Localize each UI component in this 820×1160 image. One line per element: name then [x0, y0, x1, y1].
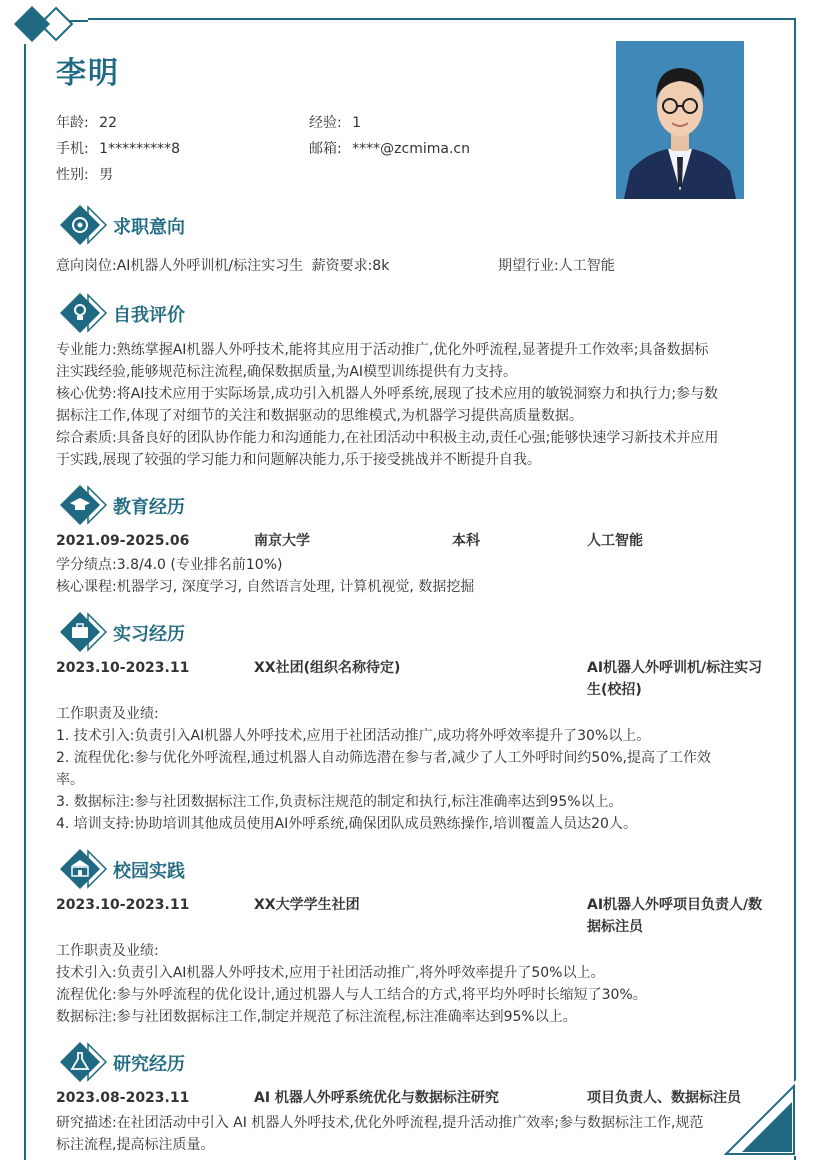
campus-line: 流程优化:参与外呼流程的优化设计,通过机器人与人工结合的方式,将平均外呼时长缩短了30%。: [56, 987, 647, 1003]
self-eval-line: 据标注工作,体现了对细节的关注和数据驱动的思维模式,为机器学习提供高质量数据。: [56, 408, 583, 424]
gender-value: 男: [99, 167, 114, 183]
self-eval-line: 核心优势:将AI技术应用于实际场景,成功引入机器人外呼系统,展现了技术应用的敏锐洞察力和执行力;参与数: [56, 386, 719, 402]
intent-position: 意向岗位:AI机器人外呼训机/标注实习生: [56, 258, 304, 274]
self-eval-text: [56, 339, 768, 471]
internship-line: 3. 数据标注:参与社团数据标注工作,负责标注规范的制定和执行,标注准确率达到95%以上。: [56, 794, 623, 810]
phone-value: 1*********8: [99, 141, 180, 157]
profile-photo: [616, 41, 744, 199]
email-label: 邮箱:: [309, 141, 342, 157]
section-title-intent: 求职意向: [113, 217, 185, 238]
campus-summary-row: [56, 894, 768, 938]
campus-line: 工作职责及业绩:: [56, 943, 159, 959]
section-title-education: 教育经历: [113, 497, 185, 518]
campus-role: [587, 894, 762, 938]
campus-role-line: AI机器人外呼项目负责人/数: [587, 897, 763, 913]
section-title-research: 研究经历: [113, 1054, 185, 1075]
education-line: 核心课程:机器学习, 深度学习, 自然语言处理, 计算机视觉, 数据挖掘: [56, 579, 475, 595]
campus-date: 2023.10-2023.11: [56, 897, 190, 913]
research-role: 项目负责人、数据标注员: [587, 1090, 741, 1106]
internship-line: 工作职责及业绩:: [56, 706, 159, 722]
email-field: [309, 138, 470, 158]
internship-role-line: 生(校招): [587, 682, 642, 698]
candidate-name: 李明: [56, 56, 120, 91]
phone-label: 手机:: [56, 141, 89, 157]
gender-label: 性别:: [56, 167, 89, 183]
self-eval-line: 专业能力:熟练掌握AI机器人外呼技术,能将其应用于活动推广,优化外呼流程,显著提升工作效率;具备数据标: [56, 342, 709, 358]
corner-ornament-top-left: [8, 4, 88, 44]
internship-line: 4. 培训支持:协助培训其他成员使用AI外呼系统,确保团队成员熟练操作,培训覆盖人员达20人。: [56, 816, 637, 832]
internship-line: 2. 流程优化:参与优化外呼流程,通过机器人自动筛选潜在参与者,减少了人工外呼时间约50%,提高了工作效: [56, 750, 711, 766]
campus-org: XX大学学生社团: [254, 897, 360, 913]
research-line: 研究描述:在社团活动中引入 AI 机器人外呼技术,优化外呼流程,提升活动推广效率;参与数据标注工作,规范: [56, 1115, 704, 1131]
self-eval-line: 注实践经验,能够规范标注流程,确保数据质量,为AI模型训练提供有力支持。: [56, 364, 518, 380]
internship-date: 2023.10-2023.11: [56, 660, 190, 676]
section-header-research: [58, 1040, 758, 1084]
campus-details: [56, 940, 768, 1028]
section-header-self-eval: [58, 291, 758, 335]
education-major: 人工智能: [587, 533, 643, 549]
age-label: 年龄:: [56, 115, 89, 131]
experience-label: 经验:: [309, 115, 342, 131]
section-header-internship: [58, 610, 758, 654]
intent-row: [56, 255, 768, 277]
section-header-intent: [58, 203, 758, 247]
research-line: 标注流程,提高标注质量。: [56, 1137, 215, 1153]
campus-line: 数据标注:参与社团数据标注工作,制定并规范了标注流程,标注准确率达到95%以上。: [56, 1009, 577, 1025]
internship-line: 1. 技术引入:负责引入AI机器人外呼技术,应用于社团活动推广,成功将外呼效率提升了30%以上。: [56, 728, 651, 744]
section-title-campus: 校园实践: [113, 861, 185, 882]
self-eval-line: 于实践,展现了较强的学习能力和问题解决能力,乐于接受挑战并不断提升自我。: [56, 452, 541, 468]
education-line: 学分绩点:3.8/4.0 (专业排名前10%): [56, 557, 283, 573]
section-header-campus: [58, 847, 758, 891]
education-date: 2021.09-2025.06: [56, 533, 190, 549]
self-eval-line: 综合素质:具备良好的团队协作能力和沟通能力,在社团活动中积极主动,责任心强;能够快速学习新技术并应用: [56, 430, 719, 446]
phone-field: [56, 138, 180, 158]
internship-role: [587, 657, 762, 701]
gender-field: [56, 164, 113, 184]
internship-summary-row: [56, 657, 768, 701]
age-value: 22: [99, 115, 117, 131]
internship-org: XX社团(组织名称待定): [254, 660, 401, 676]
campus-line: 技术引入:负责引入AI机器人外呼技术,应用于社团活动推广,将外呼效率提升了50%以上。: [56, 965, 605, 981]
age-field: [56, 112, 117, 132]
research-topic: AI 机器人外呼系统优化与数据标注研究: [254, 1090, 499, 1106]
section-title-internship: 实习经历: [113, 624, 185, 645]
intent-salary: 薪资要求:8k: [311, 258, 390, 274]
section-title-self-eval: 自我评价: [113, 305, 185, 326]
internship-details: [56, 703, 768, 835]
research-details: [56, 1112, 768, 1156]
email-value: ****@zcmima.cn: [352, 141, 470, 157]
research-date: 2023.08-2023.11: [56, 1090, 190, 1106]
intent-industry: 期望行业:人工智能: [498, 258, 615, 274]
internship-role-line: AI机器人外呼训机/标注实习: [587, 660, 763, 676]
education-details: [56, 554, 768, 598]
experience-value: 1: [352, 115, 362, 131]
education-degree: 本科: [452, 533, 480, 549]
campus-role-line: 据标注员: [587, 919, 643, 935]
experience-field: [309, 112, 361, 132]
internship-line: 率。: [56, 772, 84, 788]
education-school: 南京大学: [254, 533, 310, 549]
section-header-education: [58, 483, 758, 527]
